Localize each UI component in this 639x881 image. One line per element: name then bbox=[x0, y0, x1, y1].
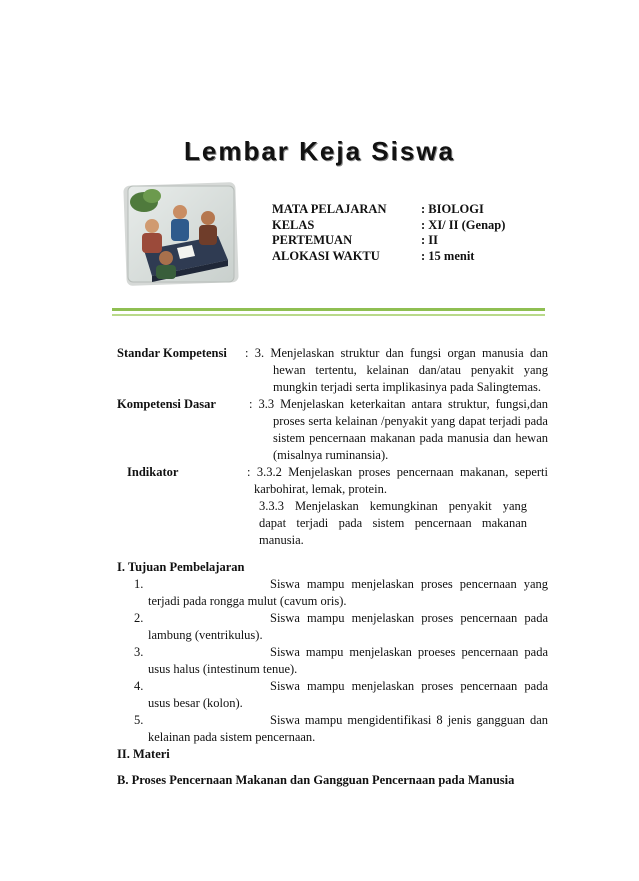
info-value-kelas: : XI/ II (Genap) bbox=[421, 217, 506, 232]
tujuan-item-number: 2. bbox=[134, 611, 144, 625]
tujuan-item-text: usus besar (kolon). bbox=[148, 696, 243, 710]
tujuan-item-text: Siswa mampu menjelaskan proeses pencernaan pada bbox=[270, 645, 548, 659]
indikator-line: : 3.3.2 Menjelaskan proses pencernaan makanan, seperti bbox=[247, 465, 548, 479]
divider-line-light bbox=[112, 314, 545, 316]
materi-subheading: B. Proses Pencernaan Makanan dan Gangguan Pencernaan pada Manusia bbox=[117, 773, 515, 787]
tujuan-item-text: terjadi pada rongga mulut (cavum oris). bbox=[148, 594, 347, 608]
indikator-line: 3.3.3 Menjelaskan kemungkinan penyakit yang bbox=[259, 499, 527, 513]
tujuan-item-number: 1. bbox=[134, 577, 144, 591]
kompetensi-dasar-line: (misalnya ruminansia). bbox=[273, 448, 389, 462]
tujuan-item-number: 5. bbox=[134, 713, 144, 727]
kompetensi-dasar-line: : 3.3 Menjelaskan keterkaitan antara struktur, fungsi,dan bbox=[249, 397, 548, 411]
info-label-mata-pelajaran: MATA PELAJARAN bbox=[272, 202, 387, 216]
divider-line bbox=[112, 308, 545, 311]
tujuan-item-text: Siswa mampu menjelaskan proses pencernaan pada bbox=[270, 679, 548, 693]
materi-heading: II. Materi bbox=[117, 747, 170, 761]
kompetensi-dasar-line: sistem pencernaan makanan pada manusia dan hewan bbox=[273, 431, 548, 445]
standar-kompetensi-line: hewan tertentu, kelainan dan/atau penyakit yang bbox=[273, 363, 548, 377]
tujuan-item-text: Siswa mampu mengidentifikasi 8 jenis gangguan dan bbox=[270, 713, 548, 727]
indikator-line: manusia. bbox=[259, 533, 304, 547]
tujuan-item-text: Siswa mampu menjelaskan proses pencernaan yang bbox=[270, 577, 548, 591]
kompetensi-dasar-line: proses serta kelainan /penyakit yang dapat terjadi pada bbox=[273, 414, 548, 428]
indikator-line: karbohirat, lemak, protein. bbox=[254, 482, 387, 496]
tujuan-heading: I. Tujuan Pembelajaran bbox=[117, 560, 245, 574]
tujuan-item-number: 3. bbox=[134, 645, 144, 659]
info-value-mata-pelajaran: : BIOLOGI bbox=[421, 202, 484, 216]
tujuan-item-text: Siswa mampu menjelaskan proses pencernaan pada bbox=[270, 611, 548, 625]
standar-kompetensi-line: mungkin terjadi serta implikasinya pada Salingtemas. bbox=[273, 380, 541, 394]
kompetensi-dasar-label: Kompetensi Dasar bbox=[117, 397, 216, 411]
tujuan-item-text: lambung (ventrikulus). bbox=[148, 628, 263, 642]
tujuan-item-text: kelainan pada sistem pencernaan. bbox=[148, 730, 316, 744]
indikator-line: dapat terjadi pada sistem pencernaan makanan bbox=[259, 516, 527, 530]
info-value-alokasi-waktu: : 15 menit bbox=[421, 248, 475, 263]
standar-kompetensi-line: : 3. Menjelaskan struktur dan fungsi organ manusia dan bbox=[245, 346, 548, 360]
info-value-pertemuan: : II bbox=[421, 233, 439, 247]
standar-kompetensi-label: Standar Kompetensi bbox=[117, 346, 227, 360]
indikator-label: Indikator bbox=[127, 465, 179, 479]
tujuan-item-text: usus halus (intestinum tenue). bbox=[148, 662, 298, 676]
tujuan-item-number: 4. bbox=[134, 679, 144, 693]
info-label-alokasi-waktu: ALOKASI WAKTU bbox=[272, 248, 380, 263]
meeting-clipart-image bbox=[122, 180, 240, 288]
page-title: Lembar Keja Siswa bbox=[184, 136, 455, 166]
info-label-pertemuan: PERTEMUAN bbox=[272, 233, 353, 247]
info-label-kelas: KELAS bbox=[272, 217, 315, 232]
